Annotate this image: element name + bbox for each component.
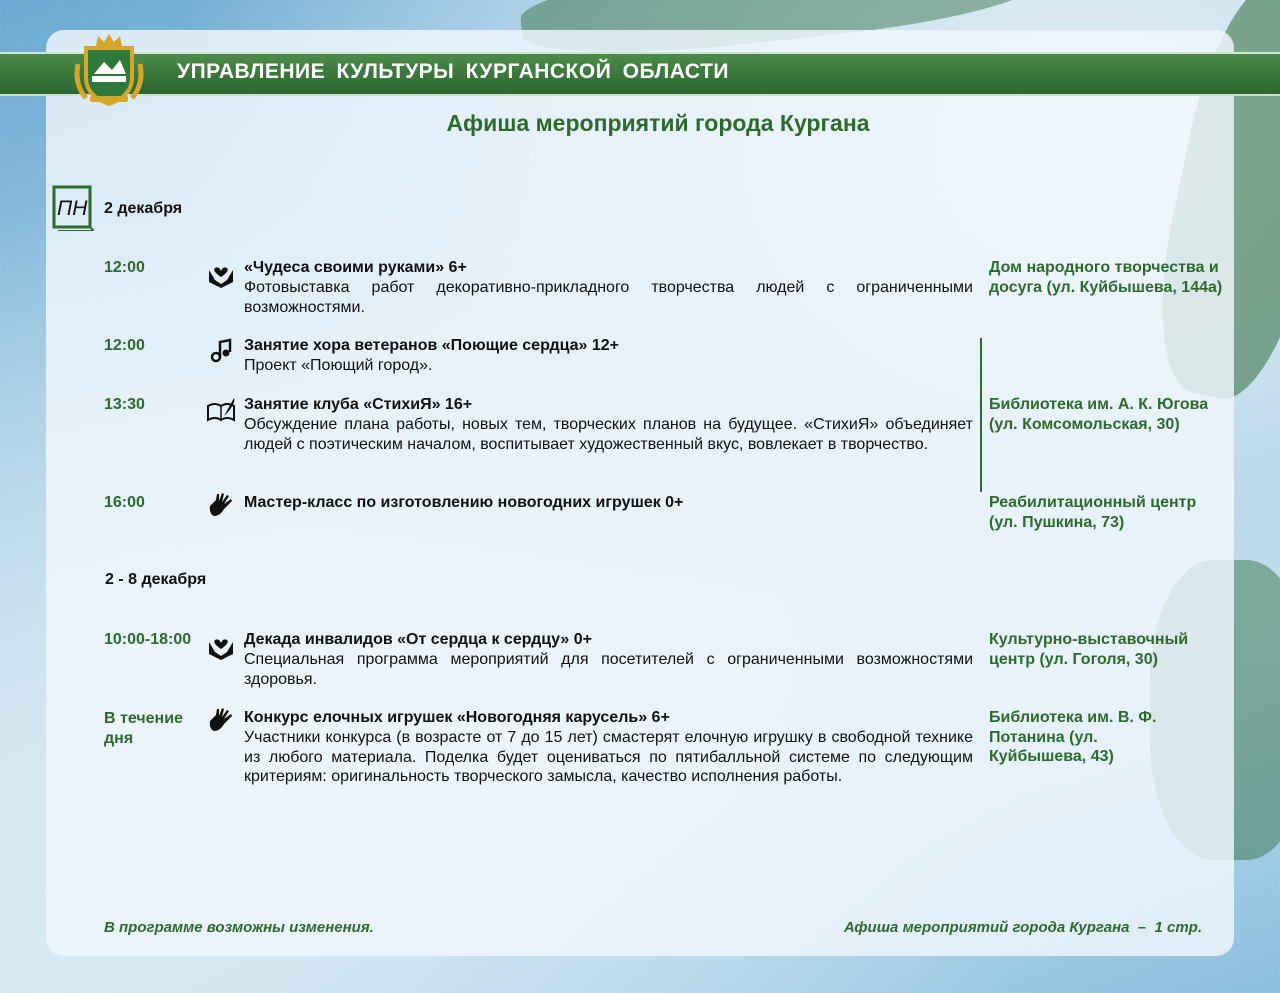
event-venue: Библиотека им. А. К. Югова (ул. Комсомольская, 30)	[989, 396, 1209, 433]
event-time: 12:00	[104, 337, 145, 354]
event-description: Участники конкурса (в возрасте от 7 до 15 лет) смастерят елочную игрушку в свободной технике из любого материала. Поделка будет оцениваться по пятибалльной системе по следующим критериям: оригинальность творческого замысла, качество исполнения работы.	[244, 729, 973, 786]
page-title: Афиша мероприятий города Кургана	[446, 110, 870, 136]
header-title: УПРАВЛЕНИЕ КУЛЬТУРЫ КУРГАНСКОЙ ОБЛАСТИ	[177, 60, 729, 83]
footer-note: В программе возможны изменения.	[104, 919, 374, 936]
event-description: Проект «Поющий город».	[244, 357, 433, 374]
event-title: Занятие хора ветеранов «Поющие сердца» 12+	[244, 337, 620, 354]
coat-of-arms-icon	[74, 34, 144, 106]
hand-icon	[206, 707, 236, 733]
event-time: В течение дня	[104, 710, 183, 747]
event-title: Мастер-класс по изготовлению новогодних игрушек 0+	[244, 494, 684, 511]
date-heading: 2 декабря	[104, 200, 183, 217]
event-title: «Чудеса своими руками» 6+	[244, 259, 467, 276]
event-venue: Культурно-выставочный центр (ул. Гоголя, 30)	[989, 631, 1189, 668]
heart-hands-icon	[206, 634, 236, 660]
event-description: Фотовыставка работ декоративно-прикладного творчества людей с ограниченными возможностями.	[244, 279, 973, 316]
event-description: Обсуждение плана работы, новых тем, творческих планов на будущее. «СтихиЯ» объединяет людей с поэтическим началом, воспитывает художественный вкус, вовлекает в творчество.	[244, 416, 973, 453]
venue-divider-line	[980, 338, 982, 492]
weekday-label: ПН	[57, 197, 88, 220]
event-title: Декада инвалидов «От сердца к сердцу» 0+	[244, 631, 592, 648]
date-heading: 2 - 8 декабря	[105, 571, 207, 588]
event-description: Специальная программа мероприятий для посетителей с ограниченными возможностями здоровья.	[244, 651, 973, 688]
event-time: 16:00	[104, 494, 145, 511]
event-title: Конкурс елочных игрушек «Новогодняя карусель» 6+	[244, 709, 670, 726]
event-venue: Дом народного творчества и досуга (ул. Куйбышева, 144а)	[989, 259, 1223, 296]
event-time: 10:00-18:00	[104, 631, 192, 648]
music-note-icon	[206, 338, 236, 364]
footer-page-label: Афиша мероприятий города Кургана – 1 стр.	[843, 919, 1202, 936]
event-venue: Реабилитационный центр (ул. Пушкина, 73)	[989, 494, 1197, 531]
event-time: 12:00	[104, 259, 145, 276]
hand-icon	[206, 492, 236, 518]
event-time: 13:30	[104, 396, 145, 413]
event-venue: Библиотека им. В. Ф. Потанина (ул. Куйбышева, 43)	[989, 709, 1157, 766]
book-quill-icon	[206, 396, 236, 422]
event-title: Занятие клуба «СтихиЯ» 16+	[244, 396, 473, 413]
heart-hands-icon	[206, 262, 236, 288]
